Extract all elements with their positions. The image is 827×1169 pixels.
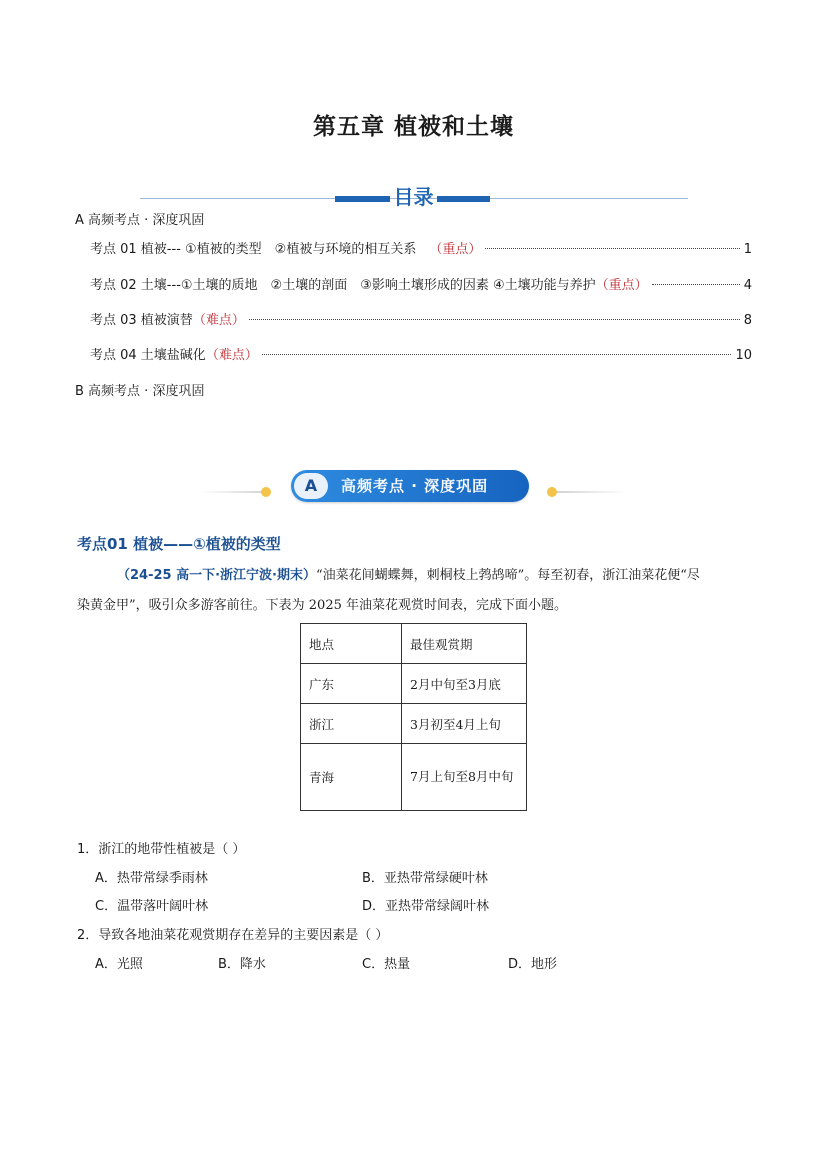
toc-item-tag: （难点） [192,313,245,328]
table-header-row [301,624,527,664]
question-1-option-c[interactable]: C．温带落叶阔叶林 [95,899,209,914]
toc-leader [262,354,732,355]
toc-item-tag: （重点） [429,242,482,257]
toc-item-text: 考点 01 植被--- ①植被的类型 ②植被与环境的相互关系 [90,242,430,257]
table-row [301,664,527,704]
question-2-option-c[interactable]: C．热量 [362,957,411,972]
toc-item-page: 10 [735,348,752,363]
toc-label: 目录 [393,185,434,209]
question-1-option-a[interactable]: A．热带常绿季雨林 [95,871,208,886]
question-intro [77,561,757,591]
toc-item-text: 考点 03 植被演替 [90,313,193,328]
table-header-cell: 地点 [301,624,402,664]
banner-text: 高频考点 · 深度巩固 [341,477,489,495]
table-header-cell: 最佳观赏期 [402,624,527,664]
question-1-option-d[interactable]: D．亚热带常绿阔叶林 [362,899,490,914]
toc-item-page: 8 [743,313,752,328]
table-row [301,744,527,811]
section-banner [291,470,529,502]
toc-section-b[interactable]: B 高频考点 · 深度巩固 [75,384,205,399]
toc-leader [652,284,740,285]
banner-letter: A [294,473,328,499]
viewing-table [300,623,527,811]
banner-dot-left [261,487,271,497]
table-cell: 青海 [301,744,402,811]
toc-item-2[interactable] [90,277,752,295]
toc-item-tag: （重点） [595,278,648,293]
banner-line-left [200,491,270,493]
toc-section-a[interactable]: A 高频考点 · 深度巩固 [75,213,205,228]
table-cell: 2月中旬至3月底 [402,664,527,704]
question-2-option-b[interactable]: B．降水 [218,957,266,972]
toc-leader [485,248,739,249]
intro-line-1: “油菜花间蝴蝶舞，刺桐枝上鹁鸪啼”。每至初春，浙江油菜花便“尽 [315,568,700,583]
page-title: 第五章 植被和土壤 [312,114,514,140]
question-2-option-d[interactable]: D．地形 [508,957,558,972]
question-2-stem: 2．导致各地油菜花观赏期存在差异的主要因素是（ ） [77,928,389,943]
table-row [301,704,527,744]
table-cell: 浙江 [301,704,402,744]
toc-item-1[interactable] [90,241,752,259]
intro-line-2: 染黄金甲”，吸引众多游客前往。下表为 2025 年油菜花观赏时间表，完成下面小题。 [77,598,567,613]
banner-dot-right [547,487,557,497]
toc-item-4[interactable] [90,347,752,365]
question-1-stem: 1．浙江的地带性植被是（ ） [77,842,246,857]
toc-item-text: 考点 04 土壤盐碱化 [90,348,206,363]
toc-item-text: 考点 02 土壤---①土壤的质地 ②土壤的剖面 ③影响土壤形成的因素 ④土壤功能与养护 [90,278,596,293]
question-1-option-b[interactable]: B．亚热带常绿硬叶林 [362,871,488,886]
table-cell: 3月初至4月上旬 [402,704,527,744]
toc-item-page: 4 [743,278,752,293]
question-source: （24-25 高一下·浙江宁波·期末） [117,568,316,583]
section-heading: 考点01 植被——①植被的类型 [77,535,281,553]
toc-item-tag: （难点） [205,348,258,363]
banner-line-right [553,491,628,493]
toc-leader [249,319,740,320]
toc-item-page: 1 [743,242,752,257]
toc-item-3[interactable] [90,312,752,330]
table-cell: 广东 [301,664,402,704]
table-cell: 7月上旬至8月中旬 [402,744,527,811]
question-2-option-a[interactable]: A．光照 [95,957,143,972]
